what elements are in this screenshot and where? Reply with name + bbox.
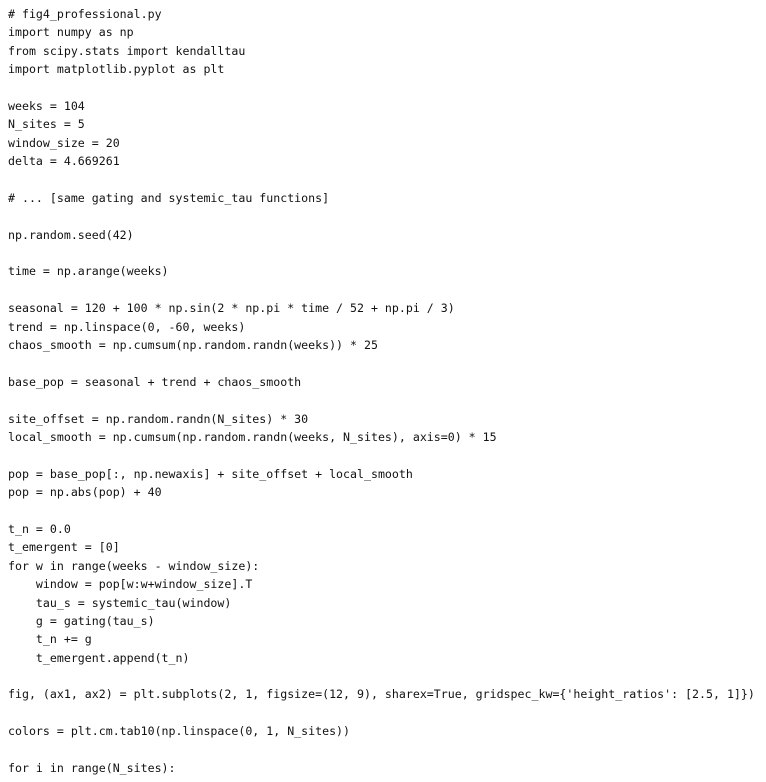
code-line: N_sites = 5 [8,117,85,132]
code-line: window_size = 20 [8,135,120,150]
code-line: pop = np.abs(pop) + 40 [8,485,162,500]
code-line: g = gating(tau_s) [8,613,155,628]
code-line [8,244,766,262]
code-line: fig, (ax1, ax2) = plt.subplots(2, 1, figsize=(12, 9), sharex=True, gridspec_kw={'height_ratios': [2.5, 1]}) [8,687,755,702]
code-line: from scipy.stats import kendalltau [8,43,246,58]
code-line: t_emergent.append(t_n) [8,650,190,665]
code-line [8,207,766,225]
code-line: seasonal = 120 + 100 * np.sin(2 * np.pi * time / 52 + np.pi / 3) [8,301,455,316]
code-line: tau_s = systemic_tau(window) [8,595,232,610]
code-line: time = np.arange(weeks) [8,264,169,279]
code-line [8,281,766,299]
code-line: # fig4_professional.py [8,7,162,21]
code-line: delta = 4.669261 [8,154,120,169]
code-line [8,171,766,189]
code-line [8,446,766,464]
code-line: window = pop[w:w+window_size].T [8,577,253,592]
code-line [8,704,766,722]
code-line [8,502,766,520]
code-line: # ... [same gating and systemic_tau functions] [8,190,330,205]
code-line: pop = base_pop[:, np.newaxis] + site_offset + local_smooth [8,466,413,481]
code-line [8,391,766,409]
code-line: t_n = 0.0 [8,521,71,536]
code-line: t_n += g [8,632,92,647]
code-line: chaos_smooth = np.cumsum(np.random.randn(weeks)) * 25 [8,338,378,353]
code-line: import matplotlib.pyplot as plt [8,62,225,77]
code-line: site_offset = np.random.randn(N_sites) * 30 [8,411,309,426]
code-line: local_smooth = np.cumsum(np.random.randn(weeks, N_sites), axis=0) * 15 [8,429,497,444]
code-line: colors = plt.cm.tab10(np.linspace(0, 1, N_sites)) [8,724,351,739]
code-line [8,667,766,685]
code-line: t_emergent = [0] [8,540,120,555]
code-line: for w in range(weeks - window_size): [8,558,260,573]
code-line: base_pop = seasonal + trend + chaos_smooth [8,374,302,389]
code-line: trend = np.linspace(0, -60, weeks) [8,319,246,334]
code-line: weeks = 104 [8,98,85,113]
code-line: np.random.seed(42) [8,227,134,242]
code-line: import numpy as np [8,25,134,40]
code-line [8,741,766,759]
code-line: for i in range(N_sites): [8,761,176,776]
code-line [8,354,766,372]
code-line [8,79,766,97]
